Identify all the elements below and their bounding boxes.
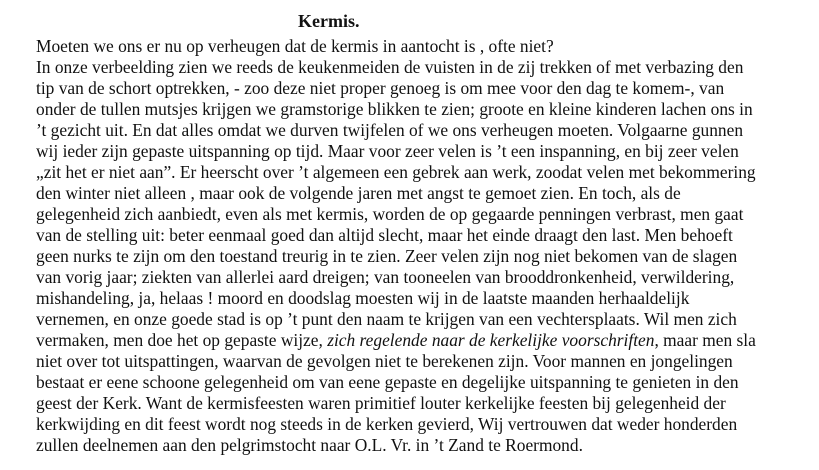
- text-line: mishandeling, ja, helaas ! moord en doodslag moesten wij in de laatste maanden herhaaldelijk: [36, 288, 690, 308]
- document-title: Kermis.: [298, 11, 360, 31]
- text-line: gelegenheid zich aanbiedt, even als met kermis, worden de op gegaarde penningen verbrast, men gaat: [36, 204, 744, 224]
- text-line: ’t gezicht uit. En dat alles omdat we durven twijfelen of we ons verheugen moeten. Volgaarne gunnen: [36, 120, 744, 140]
- text-line: kerkwijding en dit feest wordt nog steeds in de kerken gevierd, Wij vertrouwen dat weder honderden: [36, 414, 738, 434]
- text-line: van de stelling uit: beter eenmaal goed dan altijd slecht, maar het einde draagt den last. Men behoeft: [36, 225, 733, 245]
- text-line-mixed: [36, 330, 756, 350]
- text-line: van vorig jaar; ziekten van allerlei aard dreigen; van tooneelen van brooddronkenheid, verwildering,: [36, 267, 735, 287]
- text-line: niet over tot uitspattingen, waarvan de gevolgen niet te berekenen zijn. Voor mannen en jongelingen: [36, 351, 733, 371]
- text-line: onder de tullen mutsjes krijgen we gramstorige blikken te zien; groote en kleine kinderen lachen ons in: [36, 99, 753, 119]
- text-segment: , maar men sla: [654, 330, 756, 350]
- text-line: den winter niet alleen , maar ook de volgende jaren met angst te gemoet zien. En toch, als de: [36, 183, 681, 203]
- text-line: In onze verbeelding zien we reeds de keukenmeiden de vuisten in de zij trekken of met verbazing den: [36, 57, 744, 77]
- italic-text-segment: , zich regelende naar de kerkelijke voorschriften: [318, 330, 655, 350]
- text-line: geest der Kerk. Want de kermisfeesten waren primitief louter kerkelijke feesten bij gelegenheid der: [36, 393, 726, 413]
- text-line: zullen deelnemen aan den pelgrimstocht naar O.L. Vr. in ’t Zand te Roermond.: [36, 435, 583, 455]
- text-line: vernemen, en onze goede stad is op ’t punt den naam te krijgen van een vechtersplaats. Wil men zich: [36, 309, 737, 329]
- text-line: tip van de schort optrekken, - zoo deze niet proper genoeg is om mee voor den dag te komem-, van: [36, 78, 725, 98]
- text-line: bestaat er eene schoone gelegenheid om van eene gepaste en degelijke uitspanning te genieten in den: [36, 372, 739, 392]
- text-line: wij ieder zijn gepaste uitspanning op tijd. Maar voor zeer velen is ’t een inspanning, en bij zeer velen: [36, 141, 739, 161]
- text-line: Moeten we ons er nu op verheugen dat de kermis in aantocht is , ofte niet?: [36, 36, 554, 56]
- text-line: geen nurks te zijn om den toestand treurig in te zien. Zeer velen zijn nog niet bekomen van de slagen: [36, 246, 738, 266]
- text-segment: vermaken, men doe het op gepaste wijze: [36, 330, 319, 350]
- text-line: „zit het er niet aan”. Er heerscht over ’t algemeen een gebrek aan werk, zoodat velen met bekommering: [36, 162, 756, 182]
